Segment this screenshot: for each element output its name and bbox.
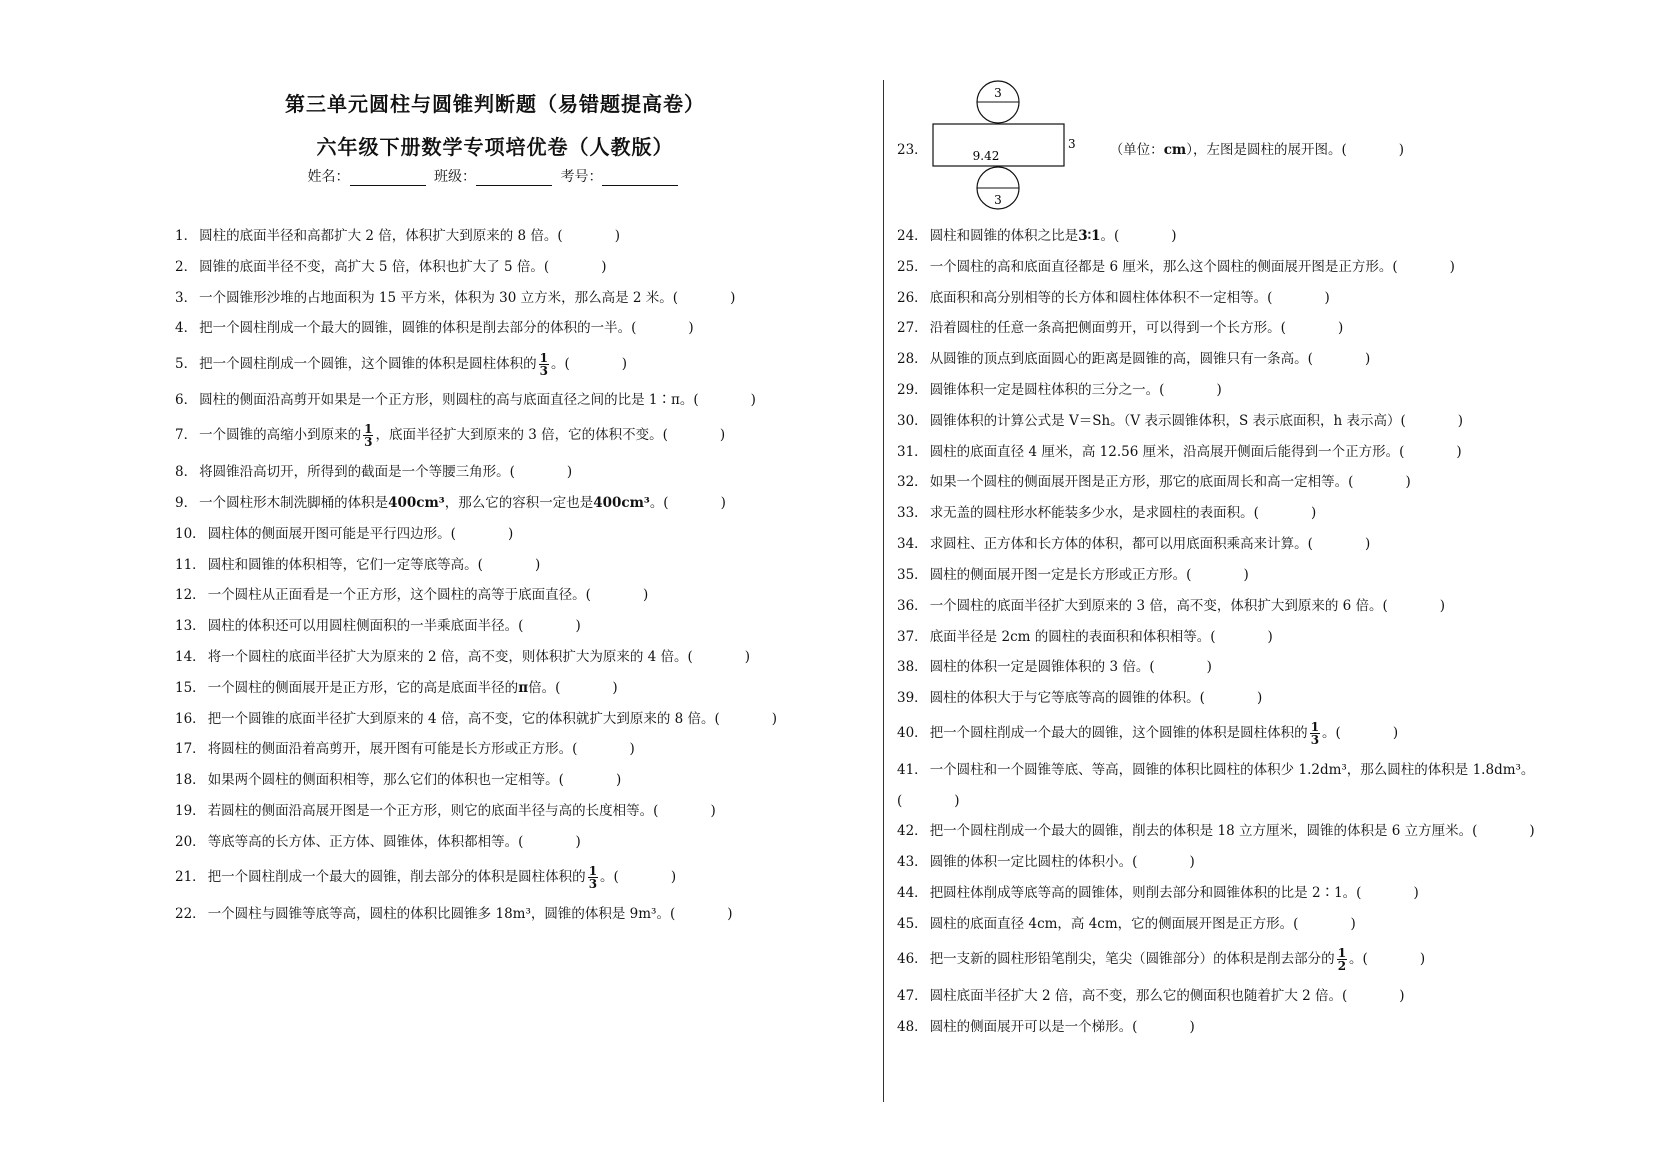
question-item	[175, 390, 756, 412]
question-item	[175, 739, 635, 761]
question-number: 35．	[897, 567, 928, 583]
question-text: 把一个圆柱削成一个最大的圆锥，圆锥的体积是削去部分的体积的一半。(	[199, 320, 637, 336]
answer-paren-close: )	[771, 711, 778, 727]
answer-paren-close: )	[1256, 690, 1263, 706]
answer-paren-close: )	[750, 392, 756, 408]
question-text: 圆柱和圆锥的体积之比是	[929, 228, 1079, 244]
question-item	[897, 442, 1462, 464]
question-number: 26．	[897, 290, 928, 306]
question-number: 22．	[175, 906, 206, 922]
question-number: 30．	[897, 413, 928, 429]
question-text: 圆锥体积一定是圆柱体积的三分之一。(	[929, 382, 1165, 398]
question-item	[897, 318, 1343, 340]
question-number: 33．	[897, 505, 928, 521]
question-number: 47．	[897, 988, 928, 1004]
question-item	[897, 503, 1316, 525]
question-item	[175, 585, 648, 607]
question-number: 44．	[897, 885, 928, 901]
question-text: 一个圆锥的高缩小到原来的	[199, 427, 362, 443]
question-text: 一个圆柱从正面看是一个正方形，这个圆柱的高等于底面直径。(	[207, 587, 591, 603]
question-emphasis: π	[518, 680, 529, 696]
question-text: （单位：	[1109, 142, 1164, 158]
answer-paren-close: )	[719, 427, 726, 443]
question-text: 圆柱的体积一定是圆锥体积的 3 倍。(	[929, 659, 1155, 675]
answer-paren-close: )	[670, 869, 677, 885]
question-number: 6．	[175, 392, 198, 408]
answer-paren-close: )	[720, 495, 726, 511]
question-item	[175, 226, 620, 248]
question-number: 1．	[175, 228, 198, 244]
fraction-numerator: 1	[539, 351, 548, 365]
question-number: 43．	[897, 854, 928, 870]
question-text: 圆柱底面半径扩大 2 倍，高不变，那么它的侧面积也随着扩大 2 倍。(	[929, 988, 1348, 1004]
fraction	[1310, 721, 1320, 746]
question-item	[175, 801, 716, 823]
question-text: 圆柱的底面直径 4cm，高 4cm，它的侧面展开图是正方形。(	[929, 916, 1299, 932]
question-item	[897, 565, 1249, 587]
question-number: 46．	[897, 951, 928, 967]
question-number: 36．	[897, 598, 928, 614]
question-item	[897, 349, 1370, 371]
question-text: 把一个圆锥的底面半径扩大到原来的 4 倍，高不变，它的体积就扩大到原来的 8 倍。(	[207, 711, 720, 727]
question-text: 一个圆柱的底面半径扩大到原来的 3 倍，高不变，体积扩大到原来的 6 倍。(	[929, 598, 1388, 614]
question-item	[897, 257, 1455, 279]
question-text: 若圆柱的侧面沿高展开图是一个正方形，则它的底面半径与高的长度相等。(	[207, 803, 659, 819]
question-number: 16．	[175, 711, 206, 727]
answer-paren-close: )	[1399, 988, 1405, 1004]
question-text: 。(	[1322, 725, 1341, 741]
fraction-denominator: 3	[1310, 733, 1320, 747]
question-23-body	[1110, 140, 1404, 160]
answer-paren-close: )	[1350, 916, 1356, 932]
question-item	[897, 688, 1262, 710]
question-text: 底面半径是 2cm 的圆柱的表面积和体积相等。(	[929, 629, 1216, 645]
name-blank[interactable]	[350, 171, 426, 186]
question-number: 8．	[175, 464, 198, 480]
question-item	[897, 852, 1195, 874]
question-text: 等底等高的长方体、正方体、圆锥体，体积都相等。(	[207, 834, 524, 850]
answer-paren-close: )	[730, 290, 736, 306]
question-text: 把圆柱体削成等底等高的圆锥体，则削去部分和圆锥体积的比是 2∶1。(	[929, 885, 1362, 901]
question-number: 4．	[175, 320, 198, 336]
question-text: 圆柱的底面半径和高都扩大 2 倍，体积扩大到原来的 8 倍。(	[199, 228, 563, 244]
fraction	[588, 865, 598, 890]
question-item	[175, 555, 540, 577]
question-item	[175, 524, 513, 546]
answer-paren-close: )	[1529, 823, 1535, 839]
question-item	[175, 616, 581, 638]
question-item	[897, 140, 1404, 162]
question-number: 48．	[897, 1019, 928, 1035]
question-text: 将圆柱的侧面沿着高剪开，展开图有可能是长方形或正方形。(	[207, 741, 578, 757]
question-text: 圆柱体的侧面展开图可能是平行四边形。(	[207, 526, 456, 542]
question-item	[175, 832, 581, 854]
question-item	[175, 462, 572, 484]
question-item	[897, 472, 1411, 494]
question-text: 把一个圆柱削成一个最大的圆锥，削去的体积是 18 立方厘米，圆锥的体积是 6 立方厘米。(	[929, 823, 1478, 839]
question-text: 。(	[1349, 951, 1368, 967]
question-text: 如果一个圆柱的侧面展开图是正方形，那它的底面周长和高一定相等。(	[929, 474, 1354, 490]
question-number: 15．	[175, 680, 206, 696]
question-text: 圆柱的侧面沿高剪开如果是一个正方形，则圆柱的高与底面直径之间的比是 1∶π。(	[199, 392, 699, 408]
answer-paren-close: )	[1189, 1019, 1195, 1035]
question-number: 3．	[175, 290, 198, 306]
question-number: 45．	[897, 916, 928, 932]
question-text: 圆柱的体积还可以用圆柱侧面积的一半乘底面半径。(	[207, 618, 524, 634]
question-item	[897, 914, 1356, 936]
answer-paren-close: )	[615, 772, 622, 788]
fraction	[539, 352, 549, 377]
answer-paren-close: )	[534, 557, 541, 573]
page-subtitle: 六年级下册数学专项培优卷（人教版）	[316, 135, 674, 159]
question-text: 如果两个圆柱的侧面积相等，那么它们的体积也一定相等。(	[207, 772, 564, 788]
question-text: 沿着圆柱的任意一条高把侧面剪开，可以得到一个长方形。(	[929, 320, 1286, 336]
question-number: 42．	[897, 823, 928, 839]
answer-paren-close: )	[954, 793, 960, 809]
answer-paren-close: )	[688, 320, 694, 336]
question-number: 18．	[175, 772, 206, 788]
question-emphasis: 400cm³	[388, 495, 445, 511]
question-emphasis: 400cm³	[593, 495, 650, 511]
answer-paren-close: )	[710, 803, 716, 819]
question-item	[897, 657, 1212, 679]
question-number: 12．	[175, 587, 206, 603]
question-item	[175, 288, 735, 310]
answer-paren-close: )	[1419, 951, 1426, 967]
question-text: 。(	[649, 495, 669, 511]
class-blank[interactable]	[476, 171, 552, 186]
question-number: 41．	[897, 762, 928, 778]
question-text: 圆柱的侧面展开图一定是长方形或正方形。(	[929, 567, 1192, 583]
question-number: 2．	[175, 259, 198, 275]
answer-paren-close: )	[1364, 536, 1371, 552]
answer-paren-close: )	[1457, 413, 1464, 429]
question-text: 圆柱和圆锥的体积相等，它们一定等底等高。(	[207, 557, 483, 573]
question-item	[897, 596, 1445, 618]
answer-paren-close: )	[1324, 290, 1330, 306]
question-item	[175, 351, 628, 378]
question-emphasis: cm	[1163, 142, 1187, 158]
question-item	[897, 288, 1330, 310]
answer-paren-close: )	[727, 906, 733, 922]
answer-paren-close: )	[1189, 854, 1195, 870]
answer-paren-close: )	[1171, 228, 1177, 244]
question-text: 从圆锥的顶点到底面圆心的距离是圆锥的高，圆锥只有一条高。(	[929, 351, 1313, 367]
question-item	[897, 720, 1399, 747]
answer-paren-close: )	[1310, 505, 1317, 521]
exam-no-label: 考号：	[560, 169, 603, 185]
question-number: 9．	[175, 495, 198, 511]
question-number: 11．	[175, 557, 206, 573]
fraction-denominator: 3	[364, 435, 373, 449]
question-text: 把一个圆柱削成一个圆锥，这个圆锥的体积是圆柱体积的	[199, 356, 537, 372]
answer-paren-close: )	[1405, 474, 1411, 490]
fraction-numerator: 1	[1310, 720, 1320, 734]
fraction	[363, 423, 373, 448]
question-number: 27．	[897, 320, 928, 336]
question-text: 将圆锥沿高切开，所得到的截面是一个等腰三角形。(	[199, 464, 515, 480]
question-number: 38．	[897, 659, 928, 675]
question-item	[175, 678, 618, 700]
answer-paren-close: )	[1449, 259, 1455, 275]
question-text: 求圆柱、正方体和长方体的体积，都可以用底面积乘高来计算。(	[929, 536, 1313, 552]
question-number: 17．	[175, 741, 206, 757]
question-item	[897, 883, 1419, 905]
answer-paren-close: )	[612, 680, 618, 696]
question-number: 32．	[897, 474, 928, 490]
fraction-numerator: 1	[364, 422, 373, 436]
answer-paren-close: )	[566, 464, 573, 480]
question-emphasis: 3∶1	[1078, 228, 1101, 244]
question-number: 28．	[897, 351, 928, 367]
question-text: ，底面半径扩大到原来的 3 倍，它的体积不变。(	[375, 427, 668, 443]
bottom-circle-label: 3	[994, 193, 1002, 207]
question-text: 把一个圆柱削成一个最大的圆锥，削去部分的体积是圆柱体积的	[207, 869, 586, 885]
question-number: 25．	[897, 259, 928, 275]
answer-paren-close: )	[601, 259, 607, 275]
question-text: 倍。(	[528, 680, 561, 696]
question-number: 13．	[175, 618, 206, 634]
column-divider	[883, 80, 884, 1102]
question-item	[897, 1017, 1195, 1039]
question-number: 24．	[897, 228, 928, 244]
question-text: (	[897, 793, 903, 809]
question-text: 把一支新的圆柱形铅笔削尖，笔尖（圆锥部分）的体积是削去部分的	[929, 951, 1335, 967]
answer-paren-close: )	[1206, 659, 1212, 675]
page-title: 第三单元圆柱与圆锥判断题（易错题提高卷）	[285, 92, 705, 116]
answer-paren-close: )	[1337, 320, 1344, 336]
question-number: 29．	[897, 382, 928, 398]
question-text: 一个圆柱和一个圆锥等底、等高，圆锥的体积比圆柱的体积少 1.2dm³，那么圆柱的体积是 1.8dm³。	[929, 762, 1535, 778]
question-number: 7．	[175, 427, 198, 443]
question-text: 底面积和高分别相等的长方体和圆柱体体积不一定相等。(	[929, 290, 1273, 306]
student-info-line	[170, 166, 820, 186]
question-item	[175, 318, 694, 340]
answer-paren-close: )	[1216, 382, 1222, 398]
question-number: 14．	[175, 649, 206, 665]
answer-paren-close: )	[614, 228, 620, 244]
class-label: 班级：	[434, 169, 476, 185]
question-number: 23．	[897, 142, 928, 158]
question-item	[897, 627, 1273, 649]
question-text: 。(	[1100, 228, 1120, 244]
question-item	[897, 760, 1534, 782]
question-number: 10．	[175, 526, 206, 542]
question-number: 34．	[897, 536, 928, 552]
fraction-denominator: 2	[1337, 959, 1347, 973]
question-text: 一个圆柱的高和底面直径都是 6 厘米，那么这个圆柱的侧面展开图是正方形。(	[929, 259, 1398, 275]
answer-paren-close: )	[507, 526, 514, 542]
question-number: 21．	[175, 869, 206, 885]
question-text: ，那么它的容积一定也是	[444, 495, 594, 511]
answer-paren-close: )	[744, 649, 751, 665]
fraction-numerator: 1	[1337, 946, 1347, 960]
question-item	[175, 904, 733, 926]
answer-paren-close: )	[575, 834, 581, 850]
answer-paren-close: )	[1392, 725, 1399, 741]
question-text: 。(	[600, 869, 619, 885]
question-text: 一个圆锥形沙堆的占地面积为 15 平方米，体积为 30 立方米，那么高是 2 米。(	[199, 290, 679, 306]
question-text: 求无盖的圆柱形水杯能装多少水，是求圆柱的表面积。(	[929, 505, 1259, 521]
answer-paren-close: )	[1413, 885, 1419, 901]
question-item	[175, 770, 621, 792]
question-item	[897, 821, 1535, 843]
answer-paren-close: )	[1364, 351, 1371, 367]
answer-paren-close: )	[629, 741, 635, 757]
question-item	[897, 534, 1370, 556]
top-circle-label: 3	[994, 86, 1002, 100]
question-item	[175, 647, 750, 669]
fraction-denominator: 3	[539, 364, 548, 378]
question-item	[175, 709, 777, 731]
answer-paren-close: )	[1243, 567, 1249, 583]
fraction	[1337, 947, 1347, 972]
question-text: 圆锥的底面半径不变，高扩大 5 倍，体积也扩大了 5 倍。(	[199, 259, 550, 275]
question-text: 圆柱的侧面展开可以是一个梯形。(	[929, 1019, 1138, 1035]
fraction-numerator: 1	[588, 864, 598, 878]
question-text: 一个圆柱形木制洗脚桶的体积是	[199, 495, 389, 511]
question-item	[897, 986, 1405, 1008]
question-text: 。(	[550, 356, 570, 372]
question-item	[175, 493, 726, 515]
question-item	[897, 226, 1177, 248]
question-item	[897, 791, 960, 813]
rect-bottom-label: 9.42	[972, 149, 1000, 163]
exam-no-blank[interactable]	[602, 171, 678, 186]
question-number: 40．	[897, 725, 928, 741]
question-number: 31．	[897, 444, 928, 460]
question-number: 19．	[175, 803, 206, 819]
question-item	[897, 946, 1426, 973]
question-text: 圆锥的体积一定比圆柱的体积小。(	[929, 854, 1138, 870]
question-text: ），左图是圆柱的展开图。(	[1186, 142, 1347, 158]
answer-paren-close: )	[1456, 444, 1462, 460]
question-number: 5．	[175, 356, 198, 372]
question-text: 把一个圆柱削成一个最大的圆锥，这个圆锥的体积是圆柱体积的	[929, 725, 1308, 741]
answer-paren-close: )	[1439, 598, 1446, 614]
question-text: 圆锥体积的计算公式是 V＝Sh。（V 表示圆锥体积，S 表示底面积，h 表示高）(	[929, 413, 1406, 429]
question-text: 圆柱的体积大于与它等底等高的圆锥的体积。(	[929, 690, 1205, 706]
answer-paren-close: )	[621, 356, 628, 372]
question-item	[897, 411, 1463, 433]
answer-paren-close: )	[1267, 629, 1273, 645]
question-item	[897, 380, 1222, 402]
question-item	[175, 422, 726, 449]
question-item	[175, 257, 607, 279]
question-number: 37．	[897, 629, 928, 645]
question-number: 20．	[175, 834, 206, 850]
fraction-denominator: 3	[588, 877, 598, 891]
question-text: 一个圆柱的侧面展开是正方形，它的高是底面半径的	[207, 680, 519, 696]
answer-paren-close: )	[642, 587, 649, 603]
answer-paren-close: )	[1398, 142, 1405, 158]
name-label: 姓名：	[307, 169, 350, 185]
rect-side-label: 3	[1068, 137, 1076, 151]
question-text: 将一个圆柱的底面半径扩大为原来的 2 倍，高不变，则体积扩大为原来的 4 倍。(	[207, 649, 693, 665]
question-text: 圆柱的底面直径 4 厘米，高 12.56 厘米，沿高展开侧面后能得到一个正方形。(	[929, 444, 1405, 460]
question-number: 39．	[897, 690, 928, 706]
question-item	[175, 864, 677, 891]
answer-paren-close: )	[575, 618, 581, 634]
question-text: 一个圆柱与圆锥等底等高，圆柱的体积比圆锥多 18m³，圆锥的体积是 9m³。(	[207, 906, 676, 922]
